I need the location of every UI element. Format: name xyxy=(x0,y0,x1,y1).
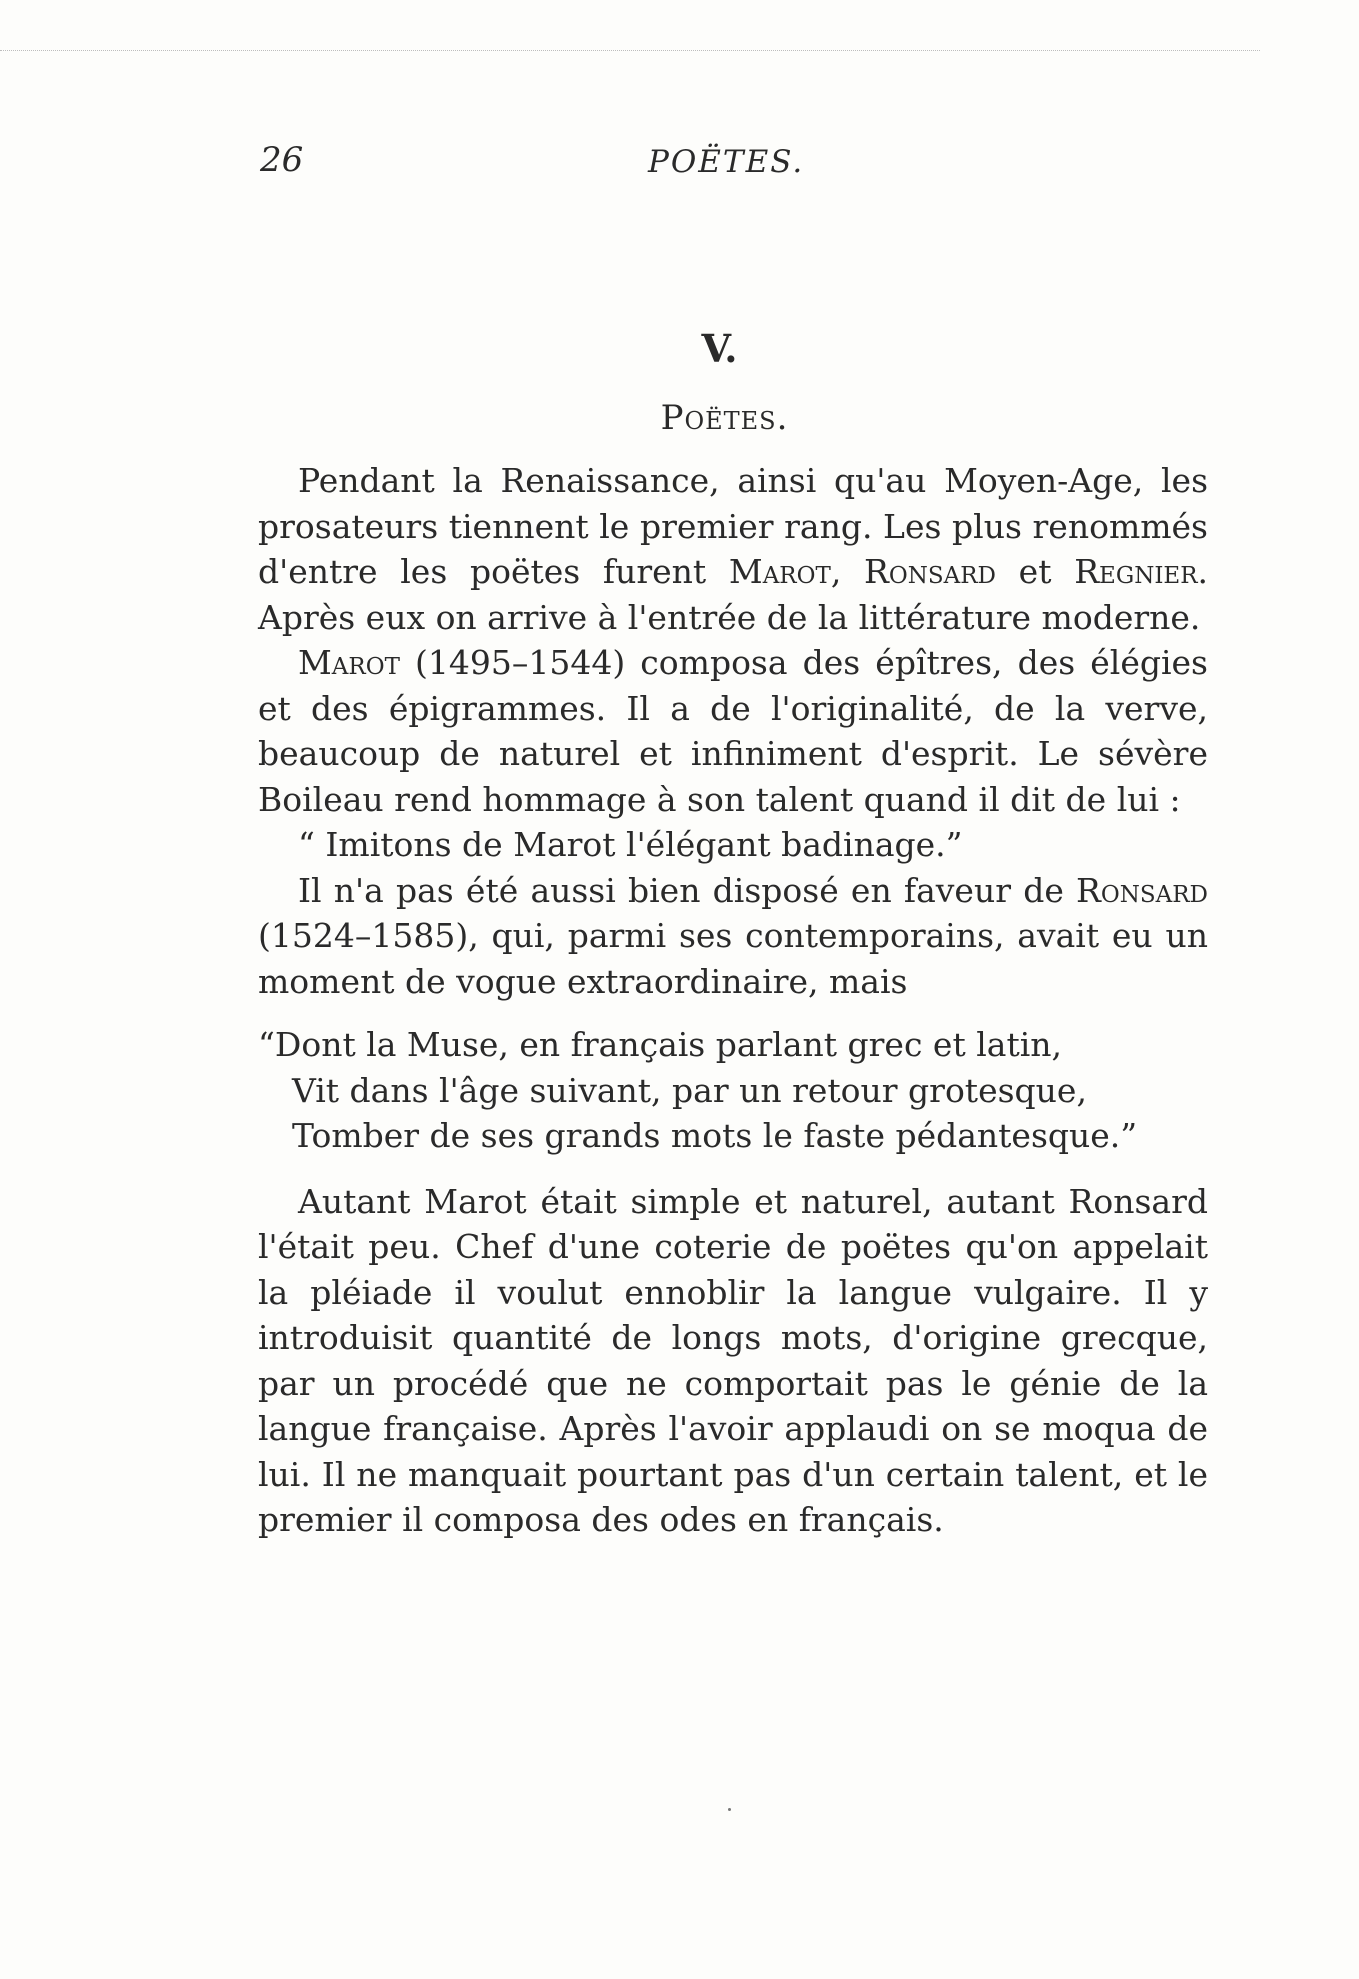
paragraph-1-text-d: . Après eux on arrive à l'entrée de la littérature moderne. xyxy=(258,552,1209,637)
page-number: 26 xyxy=(260,140,304,180)
paragraph-4: Autant Marot était simple et naturel, autant Ronsard l'était peu. Chef d'une coterie de poëtes qu'on appelait la pléiade il voulut ennoblir la langue vulgaire. Il y introduisit quantité de longs mots, d'origine grecque, par un procédé que ne comportait pas le génie de la langue française. Après l'avoir applaudi on se moqua de lui. Il ne manquait pourtant pas d'un certain talent, et le premier il composa des odes en français. xyxy=(258,1181,1208,1539)
paragraph-3 xyxy=(258,868,1208,1005)
name-regnier: Regnier xyxy=(1074,552,1198,591)
section-title: Poëtes. xyxy=(660,398,789,438)
paragraph-1-text-a: Pendant la Renaissance, ainsi qu'au Moyen-Age, les prosateurs tiennent le premier rang. Les plus renommés d'entre les poëtes furent xyxy=(258,461,1208,591)
paragraph-3-text-b: (1524–1585), qui, parmi ses contemporains, avait eu un moment de vogue extraordinaire, mais xyxy=(258,916,1208,1001)
paragraph-2-text: (1495–1544) composa des épîtres, des élégies et des épigrammes. Il a de l'originalité, de la verve, beaucoup de naturel et infiniment d'esprit. Le sévère Boileau rend hommage à son talent quand il dit de lui : xyxy=(258,643,1208,819)
paragraph-1-text-c: et xyxy=(995,552,1075,591)
paragraph-3-text-a: Il n'a pas été aussi bien disposé en faveur de xyxy=(298,870,1077,910)
section-number: V. xyxy=(701,326,738,371)
paragraph-1-text-b: , xyxy=(830,552,865,591)
paragraph-1 xyxy=(258,458,1208,640)
verse-line-1: “Dont la Muse, en français parlant grec et latin, xyxy=(258,1025,1063,1064)
verse-line-2: Vit dans l'âge suivant, par un retour grotesque, xyxy=(292,1070,1087,1110)
verse-quote xyxy=(258,1022,1208,1159)
name-marot-2: Marot xyxy=(298,643,400,682)
verse-line-3: Tomber de ses grands mots le faste pédantesque.” xyxy=(292,1116,1138,1155)
print-speck xyxy=(728,1808,731,1811)
paragraph-2 xyxy=(258,640,1208,822)
body-text xyxy=(258,458,1208,1543)
name-ronsard-2: Ronsard xyxy=(1076,870,1208,910)
boileau-quote: “ Imitons de Marot l'élégant badinage.” xyxy=(298,825,963,864)
running-head: POËTES. xyxy=(648,144,805,180)
top-rule xyxy=(0,50,1260,51)
name-marot: Marot xyxy=(728,552,831,591)
name-ronsard: Ronsard xyxy=(864,552,996,591)
